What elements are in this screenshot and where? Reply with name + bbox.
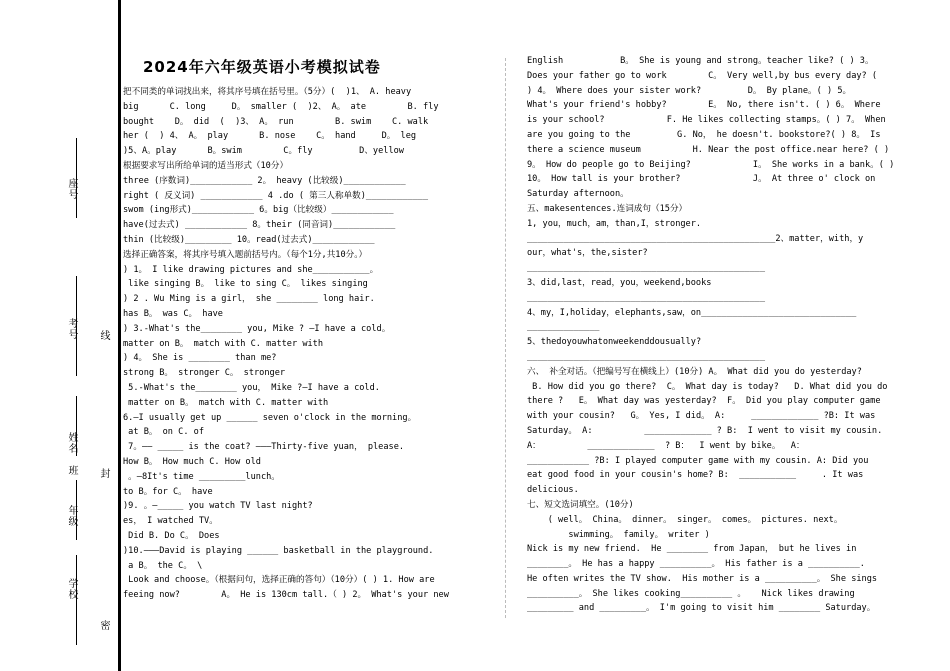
text-line: big C. long D。 smaller ( )2、 A。 ate B. fly (123, 101, 439, 112)
text-line: has B。 was C。 have (123, 308, 223, 319)
left-column (123, 85, 498, 603)
text-line: Did B. Do C。 Does (123, 530, 220, 541)
line-marker: 线 (98, 330, 109, 341)
text-line: right ( 反义词) ____________ 4 .do ( 第三人称单数)____________ (123, 190, 428, 201)
text-line: is your school? F. He likes collecting stamps。( ) 7。 When (527, 115, 886, 126)
text-line: ______________________________________________ (527, 351, 765, 362)
text-line: bought D。 did ( )3、 A。 run B. swim C. walk (123, 116, 429, 127)
text-line: are you going to the G. No， he doesn't. bookstore?( ) 8。 Is (527, 129, 881, 140)
text-line: at B。 on C. of (123, 427, 205, 438)
text-line: _________ and _________。 I'm going to visit him ________ Saturday。 (527, 603, 876, 614)
text-line: our，what's，the,sister? (527, 248, 648, 259)
text-line: 6.—I usually get up ______ seven o'clock in the morning。 (123, 412, 417, 423)
text-line: to B。for C。 have (123, 486, 213, 497)
exam-no-label: 考号 (66, 318, 77, 340)
text-line: there ? E。 What day was yesterday? F。 Did you play computer game (527, 396, 881, 407)
right-column (527, 54, 922, 616)
text-line: 7。—— _____ is the coat? ———Thirty-five yuan， please. (123, 442, 405, 453)
text-line: B. How did you go there? C。 What day is today? D. What did you do (527, 381, 888, 392)
seal-marker: 封 (98, 468, 109, 479)
text-line: with your cousin? G。 Yes, I did。 A: _____________ ?B: It was (527, 411, 876, 422)
text-line: 五、makesentences.连词成句（15分） (527, 203, 688, 214)
column-divider (505, 58, 506, 618)
text-line: 4、my，I,holiday，elephants,saw，on______________________________ (527, 307, 857, 318)
text-line: a B。 the C。 \ (123, 560, 203, 571)
text-line: Look and choose。（根据问句，选择正确的答句）（10分）( ) 1. How are (123, 575, 435, 586)
text-line: 把不同类的单词找出来，将其序号填在括号里。（5分）( )1、 A. heavy (123, 87, 412, 97)
text-line: ) 3.-What's the________ you, Mike ? —I have a cold。 (123, 323, 391, 334)
text-line: ______________________________________________ (527, 263, 765, 274)
text-line: swom (ing形式)____________ 6。big（比较级）____________ (123, 205, 394, 216)
text-line: ) 2 . Wu Ming is a girl， she ________ long hair. (123, 294, 375, 305)
class-label: 班 (66, 465, 77, 476)
text-line: ________________________________________________2、matter，with，y (527, 233, 864, 244)
text-line: 根据要求写出所给单词的适当形式（10分） (123, 160, 289, 171)
text-line: es， I watched TV。 (123, 516, 218, 527)
text-line: Nick is my new friend. He ________ from Japan， but he lives in (527, 544, 857, 555)
text-line: )9. 。—_____ you watch TV last night? (123, 501, 313, 512)
text-line: 5.-What's the________ you， Mike ?—I have a cold. (123, 382, 380, 393)
text-line: What's your friend's hobby? E。 No, there isn't. ( ) 6。 Where (527, 100, 881, 111)
seat-label: 座号 (66, 178, 77, 200)
text-line: eat good food in your cousin's home? B: ___________ . It was (527, 470, 864, 481)
text-line: thin (比较级)_________ 10。read(过去式)____________ (123, 234, 375, 245)
text-line: have(过去式) ____________ 8。their (同音词)____________ (123, 220, 396, 231)
text-line: strong B。 stronger C。 stronger (123, 368, 286, 379)
text-line: 。—8It's time _________lunch。 (123, 471, 280, 482)
page-title: 2024年六年级英语小考模拟试卷 (143, 58, 381, 76)
text-line: 10。 How tall is your brother? J。 At three o' clock on (527, 174, 876, 185)
text-line: 9。 How do people go to Beijing? I。 She works in a bank。( ) (527, 159, 895, 170)
text-line: Saturday。 A: _____________ ? B: I went to visit my cousin. (527, 425, 883, 436)
text-line: 3、did,last，read，you，weekend,books (527, 277, 712, 288)
text-line: Saturday afternoon。 (527, 189, 629, 200)
binding-margin (0, 0, 121, 671)
text-line: __________。 She likes cooking__________ 。 Nick likes drawing (527, 588, 855, 599)
text-line: 1, you，much，am，than,I，stronger. (527, 218, 702, 229)
text-line: English B。 She is young and strong。teacher like? ( ) 3。 (527, 56, 874, 66)
text-line: ____________ ?B: I played computer game with my cousin. A: Did you (527, 455, 869, 466)
text-line: 5、thedoyouwhatonweekenddousually? (527, 337, 702, 348)
text-line: A： _____________ ? B： I went by bike。 A： (527, 440, 805, 451)
text-line: ______________ (527, 322, 600, 333)
text-line: delicious. (527, 485, 579, 496)
text-line: ) 1。 I like drawing pictures and she___________。 (123, 264, 379, 275)
text-line: there a science museum H. Near the post office.near here? ( ) (527, 144, 890, 155)
text-line: 六、 补全对话。（把编号写在横线上）(10分) A。 What did you do yesterday? (527, 366, 862, 377)
margin-line (76, 555, 77, 645)
text-line: ________。 He has a happy __________。 His father is a __________. (527, 559, 865, 570)
text-line: swimming。 family。 writer ) (527, 529, 710, 540)
text-line: ( well。 China。 dinner。 singer。 comes。 pictures. next。 (527, 514, 843, 525)
text-line: ) 4。 Where does your sister work? D。 By plane。( ) 5。 (527, 85, 852, 96)
text-line: )10.———David is playing ______ basketball in the playground. (123, 545, 434, 556)
text-line: Does your father go to work C。 Very well,by bus every day? ( (527, 70, 878, 81)
text-line: 七、短文选词填空。(10分) (527, 499, 634, 510)
text-line: three (序数词)____________ 2。 heavy (比较级)____________ (123, 175, 406, 186)
school-label: 学校 (66, 578, 77, 600)
text-line: ______________________________________________ (527, 292, 765, 303)
text-line: 选择正确答案，将其序号填入题前括号内。（每个1分,共10分。） (123, 249, 368, 260)
text-line: her ( ) 4、 A。 play B. nose C。 hand D。 leg (123, 131, 417, 142)
grade-label: 年级 (66, 505, 77, 527)
text-line: How B。 How much C. How old (123, 456, 261, 467)
sealed-marker: 密 (98, 620, 109, 631)
text-line: ) 4。 She is ________ than me? (123, 353, 277, 364)
text-line: matter on B。 match with C. matter with (123, 338, 324, 349)
text-line: )5、A。play B。swim C。fly D、yellow (123, 146, 404, 157)
name-label: 姓名 (66, 432, 77, 454)
text-line: matter on B。 match with C. matter with (123, 397, 329, 408)
text-line: like singing B。 like to sing C。 likes singing (123, 279, 368, 290)
text-line: He often writes the TV show. His mother is a __________。 She sings (527, 573, 878, 584)
text-line: feeing now? A。 He is 130cm tall.（ ) 2。 What's your new (123, 590, 449, 601)
